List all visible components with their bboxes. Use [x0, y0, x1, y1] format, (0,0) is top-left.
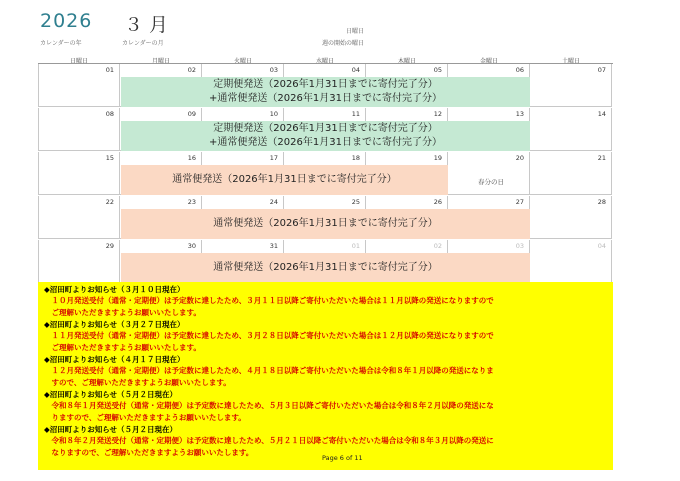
day-number: 22: [105, 198, 114, 206]
day-number: 12: [433, 110, 442, 118]
day-number: 06: [515, 66, 524, 74]
day-number: 01: [351, 242, 360, 250]
event-bar-week5: [121, 253, 530, 283]
weekday-mon: 月曜日: [151, 58, 170, 65]
day-cell: [38, 240, 120, 283]
year-caption: カレンダーの年: [40, 40, 82, 47]
month-caption: カレンダーの月: [122, 40, 164, 47]
notice-text: なりますので、ご理解いただきますようお願いいたします。: [44, 448, 254, 457]
notice-text: 令和８年１月発送受付（通常・定期便）は予定数に達したため、５月３日以降ご寄付いただいた場合は令和８年２月以降の発送にな: [44, 401, 494, 410]
notice-title: ◆沼田町よりお知らせ（３月２７日現在）: [44, 320, 185, 329]
day-number: 29: [105, 242, 114, 250]
calendar-month: ３ 月: [124, 14, 169, 36]
event-text: 定期便発送（2026年1月31日までに寄付完了分）: [213, 79, 438, 90]
weekday-thu: 木曜日: [397, 58, 416, 65]
notice-text: ご理解いただきますようお願いいたします。: [44, 343, 201, 352]
notice-title: ◆沼田町よりお知らせ（３月１０日現在）: [44, 285, 185, 294]
weekday-tue: 火曜日: [233, 58, 252, 65]
day-number: 09: [187, 110, 196, 118]
day-cell: [38, 196, 120, 239]
weekday-sat: 土曜日: [561, 58, 580, 65]
day-number: 19: [433, 154, 442, 162]
notice-title: ◆沼田町よりお知らせ（５月２日現在）: [44, 425, 178, 434]
weekday-sun: 日曜日: [69, 58, 88, 65]
day-number: 11: [351, 110, 360, 118]
day-number: 02: [187, 66, 196, 74]
day-cell: [530, 196, 612, 239]
notice-title: ◆沼田町よりお知らせ（４月１７日現在）: [44, 355, 185, 364]
day-number: 03: [515, 242, 524, 250]
day-number: 10: [269, 110, 278, 118]
holiday-label: 春分の日: [478, 178, 504, 186]
event-bar-week1: [121, 77, 530, 107]
day-number: 27: [515, 198, 524, 206]
day-number: 24: [269, 198, 278, 206]
event-text: 通常便発送（2026年1月31日までに寄付完了分）: [213, 262, 438, 273]
event-text: 通常便発送（2026年1月31日までに寄付完了分）: [213, 218, 438, 229]
day-cell: [530, 152, 612, 195]
notice-box: [38, 282, 613, 470]
page-number: Page 6 of 11: [322, 454, 363, 462]
day-number: 18: [351, 154, 360, 162]
day-cell: [38, 64, 120, 107]
day-number: 20: [515, 154, 524, 162]
event-bar-week4: [121, 209, 530, 239]
day-cell: [38, 108, 120, 151]
day-number: 30: [187, 242, 196, 250]
notice-text: りますので、ご理解いただきますようお願いいたします。: [44, 413, 246, 422]
day-number: 25: [351, 198, 360, 206]
event-text: +通常便発送（2026年1月31日までに寄付完了分）: [209, 93, 442, 104]
day-cell: [530, 108, 612, 151]
weekday-wed: 水曜日: [315, 58, 334, 65]
day-number: 17: [269, 154, 278, 162]
day-number: 05: [433, 66, 442, 74]
weekday-fri: 金曜日: [479, 58, 498, 65]
day-number: 07: [597, 66, 606, 74]
day-cell: [38, 152, 120, 195]
day-number: 16: [187, 154, 196, 162]
event-bar-week2: [121, 121, 530, 151]
day-cell-next-month: [530, 240, 612, 283]
day-number: 03: [269, 66, 278, 74]
event-text: 定期便発送（2026年1月31日までに寄付完了分）: [213, 123, 438, 134]
day-number: 31: [269, 242, 278, 250]
day-number: 08: [105, 110, 114, 118]
notice-text: １２月発送受付（通常・定期便）は予定数に達したため、４月１８日以降ご寄付いただいた場合は令和８年１月以降の発送になりま: [44, 366, 494, 375]
day-number: 02: [433, 242, 442, 250]
day-number: 23: [187, 198, 196, 206]
week-start-value: 日曜日: [346, 28, 365, 35]
day-number: 15: [105, 154, 114, 162]
notice-text: １１月発送受付（通常・定期便）は予定数に達したため、３月２８日以降ご寄付いただいた場合は１２月以降の発送になりますので: [44, 331, 494, 340]
day-number: 28: [597, 198, 606, 206]
notice-text: すので、ご理解いただきますようお願いいたします。: [44, 378, 231, 387]
day-cell: [448, 152, 530, 195]
day-number: 14: [597, 110, 606, 118]
day-number: 13: [515, 110, 524, 118]
notice-text: 令和８年２月発送受付（通常・定期便）は予定数に達したため、５月２１日以降ご寄付いただいた場合は令和８年３月以降の発送に: [44, 436, 494, 445]
event-text: +通常便発送（2026年1月31日までに寄付完了分）: [209, 137, 442, 148]
week-start-caption: 週の開始の曜日: [322, 40, 365, 47]
day-number: 21: [597, 154, 606, 162]
notice-text: １０月発送受付（通常・定期便）は予定数に達したため、３月１１日以降ご寄付いただいた場合は１１月以降の発送になりますので: [44, 296, 494, 305]
day-number: 01: [105, 66, 114, 74]
calendar-year: 2026: [40, 10, 93, 32]
day-cell: [530, 64, 612, 107]
notice-text: ご理解いただきますようお願いいたします。: [44, 308, 201, 317]
event-bar-week3: [121, 165, 448, 195]
day-number: 26: [433, 198, 442, 206]
day-number: 04: [597, 242, 606, 250]
calendar-grid: [38, 63, 613, 284]
event-text: 通常便発送（2026年1月31日までに寄付完了分）: [172, 174, 397, 185]
day-number: 04: [351, 66, 360, 74]
notice-title: ◆沼田町よりお知らせ（５月２日現在）: [44, 390, 178, 399]
